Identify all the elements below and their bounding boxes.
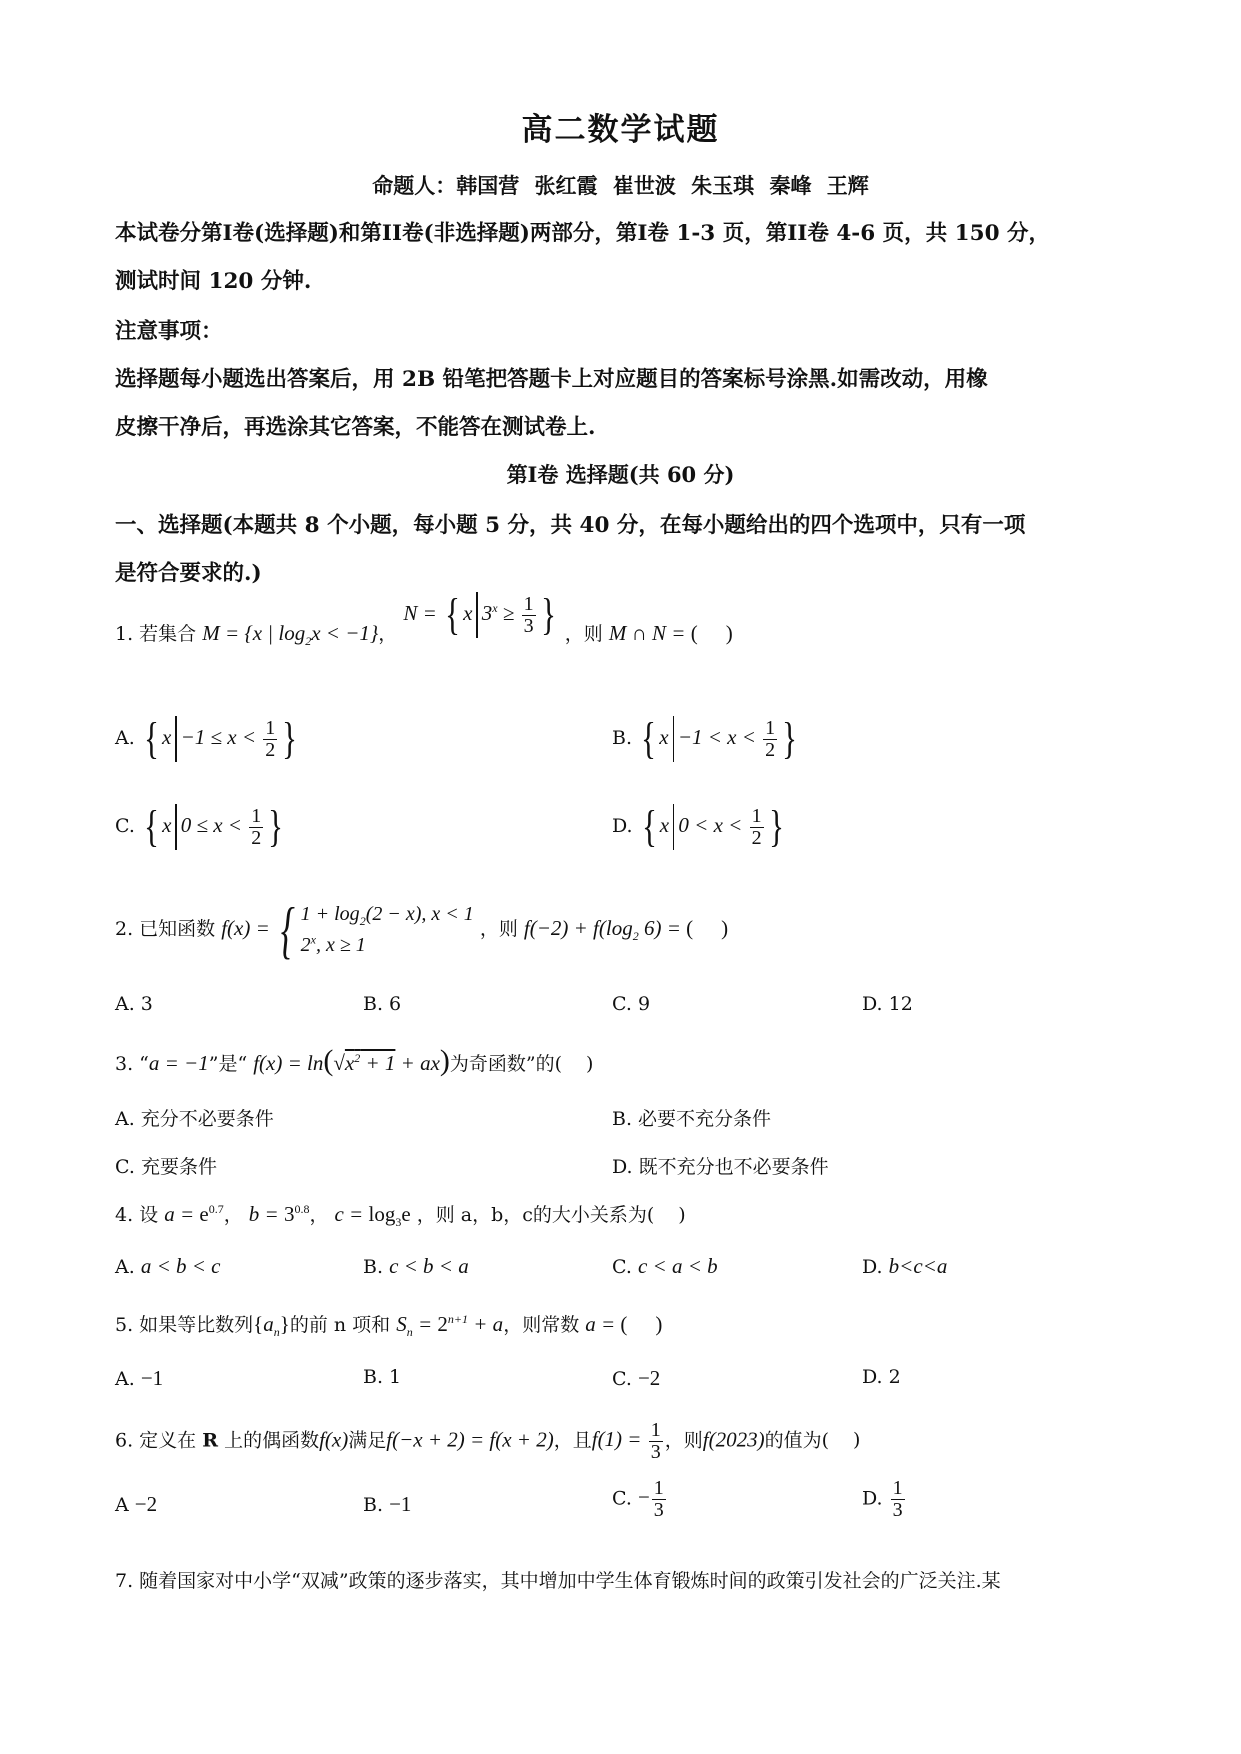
q5-option-a	[115, 1366, 163, 1391]
question-4: 4. 设 $a = e^{0.7}$， $b = 3^{0.8}$， $c = \log_3e$ ，则 a，b，c的大小关系为( )	[115, 1202, 686, 1230]
q5-expr: a = ()	[585, 1312, 663, 1336]
q1-option-d-label: D.	[612, 814, 633, 837]
q1-option-b	[612, 716, 800, 762]
q5-option-c-label: C.	[612, 1368, 632, 1390]
q1-option-c-label: C.	[115, 814, 135, 837]
q6-prefix: 6. 定义在	[115, 1429, 197, 1452]
q4-option-a-label: A.	[115, 1256, 135, 1278]
q6-fx: f(x)	[319, 1427, 349, 1452]
q1-set-n: N = { x $3^x$ ≥ $\frac{1}{3}$ }	[403, 590, 556, 639]
q1-option-c	[115, 804, 286, 850]
q1-option-b-math: { x −1 < x < $\frac{1}{2}$ }	[641, 714, 798, 763]
question-2	[115, 894, 729, 965]
q6-option-a	[115, 1492, 157, 1517]
q5-option-a-label: A.	[115, 1368, 135, 1390]
question-7: 7. 随着国家对中小学“双减”政策的逐步落实，其中增加中学生体育锻炼时间的政策引发社会的广泛关注.某	[115, 1570, 1001, 1592]
authors-line: 命题人：韩国营 张红霞 崔世波 朱玉琪 秦峰 王辉	[372, 173, 869, 198]
notice-line-2: 皮擦干净后，再选涂其它答案，不能答在测试卷上.	[115, 415, 596, 440]
q3-function: $f(x) = \ln(√x^2 + 1 + ax)$	[253, 1044, 450, 1077]
q4-tail: ，则 a，b，c的大小关系为(	[416, 1204, 655, 1226]
q6-option-c-label: C.	[612, 1487, 632, 1510]
intro-line-2: 测试时间 120 分钟.	[115, 269, 312, 294]
q6-option-c-math: − $\frac{1}{3}$	[637, 1477, 664, 1521]
part1-line-2: 是符合要求的.)	[115, 561, 262, 586]
q2-option-a: A. 3	[115, 993, 153, 1015]
q6-option-c	[612, 1478, 668, 1521]
q3-option-c: C. 充要条件	[115, 1156, 217, 1178]
q6-option-d	[862, 1478, 907, 1521]
q5-option-d: D. 2	[862, 1366, 901, 1388]
q3-end: 为奇函数”的(	[449, 1053, 563, 1075]
q6-option-a-label: A	[115, 1494, 129, 1516]
q5-option-a-math: −1	[140, 1366, 164, 1390]
q3-option-a: A. 充分不必要条件	[115, 1108, 274, 1130]
question-1: 1. 若集合 M = {x | $\log_2x < -1$}， N = { x $3^x$ ≥ $\frac{1}{3}$ } ，则 M ∩ N = ()	[115, 590, 733, 648]
q4-c: $c = \log_3e$	[334, 1202, 411, 1230]
q5-tail: ，则常数	[503, 1314, 580, 1336]
q6-mid4: ，则	[664, 1429, 703, 1452]
q6-option-b	[363, 1492, 411, 1517]
q4-option-b-math: c < b < a	[389, 1254, 469, 1278]
q1-option-a-label: A.	[115, 726, 135, 749]
q3-option-d: D. 既不充分也不必要条件	[612, 1156, 829, 1178]
q5-sequence: $\{a_n\}$	[253, 1312, 290, 1340]
q4-option-c-label: C.	[612, 1256, 632, 1278]
q1-option-c-math: { x 0 ≤ x < $\frac{1}{2}$ }	[144, 802, 284, 851]
q1-expr: M ∩ N = ()	[608, 620, 733, 645]
q6-option-d-math: $\frac{1}{3}$	[892, 1477, 903, 1521]
q3-option-b: B. 必要不充分条件	[612, 1108, 772, 1130]
notice-line-1: 选择题每小题选出答案后，用 2B 铅笔把答题卡上对应题目的答案标号涂黑.如需改动，用橡	[115, 367, 988, 392]
part1-line-1: 一、选择题(本题共 8 个小题，每小题 5 分，共 40 分，在每小题给出的四个选项中，只有一项	[115, 513, 1026, 538]
q6-option-b-math: −1	[389, 1492, 412, 1516]
q6-option-d-label: D.	[862, 1487, 883, 1510]
q1-option-b-label: B.	[612, 726, 633, 749]
q1-prefix: 1. 若集合	[115, 622, 197, 645]
question-6: 6. 定义在 R 上的偶函数f(x)满足f(−x + 2) = f(x + 2)，且f(1) = $\frac{1}{3}$ ，则f(2023)的值为( )	[115, 1419, 861, 1463]
q2-tail: ，则	[479, 917, 518, 940]
q4-option-a-math: a < b < c	[140, 1254, 221, 1278]
q2-function: f(x) = { $1 + \log_2(2 - x)$, x < 1 2$^x$, x ≥ 1	[221, 894, 474, 965]
q5-mid: 的前 n 项和	[289, 1314, 391, 1336]
q3-mid: ”是“	[208, 1053, 248, 1075]
q6-option-a-math: −2	[134, 1492, 158, 1516]
exam-title: 高二数学试题	[521, 112, 720, 148]
q3-condition: a = −1	[148, 1051, 209, 1075]
q4-option-b-label: B.	[363, 1256, 384, 1278]
q6-end: 的值为(	[764, 1429, 829, 1452]
q1-option-a	[115, 716, 300, 762]
q6-option-b-label: B.	[363, 1494, 384, 1516]
q2-option-b: B. 6	[363, 993, 402, 1015]
q6-real-set: R	[202, 1429, 219, 1452]
q6-mid3: ，且	[553, 1429, 592, 1452]
q5-sum: $S_n = 2^{n+1} + a$	[396, 1312, 504, 1340]
q2-option-d: D. 12	[862, 993, 913, 1015]
q6-f2023: f(2023)	[702, 1427, 765, 1452]
q6-f1: f(1) = $\frac{1}{3}$	[591, 1419, 661, 1463]
question-3: 3. “a = −1”是“ $f(x) = \ln(√x^2 + 1 + ax)$为奇函数”的( )	[115, 1044, 594, 1077]
q5-option-b: B. 1	[363, 1366, 402, 1388]
q1-set-m: M = {x | $\log_2x < -1$}	[202, 620, 379, 648]
q2-prefix: 2. 已知函数	[115, 917, 216, 940]
q1-option-a-math: { x −1 ≤ x < $\frac{1}{2}$ }	[143, 714, 298, 763]
intro-line-1: 本试卷分第I卷(选择题)和第II卷(非选择题)两部分，第I卷 1-3 页，第II卷 4-6 页，共 150 分，	[115, 221, 1051, 246]
q6-mid: 上的偶函数	[224, 1429, 320, 1452]
q4-option-c	[612, 1254, 718, 1279]
q1-option-d	[612, 804, 787, 850]
q1-option-d-math: { x 0 < x < $\frac{1}{2}$ }	[641, 802, 784, 851]
q4-option-d-math: b<c<a	[888, 1254, 948, 1278]
section-title: 第I卷 选择题(共 60 分)	[506, 462, 735, 487]
q4-a: $a = e^{0.7}$	[164, 1202, 224, 1226]
q4-option-a	[115, 1254, 220, 1279]
q5-option-c-math: −2	[637, 1366, 661, 1390]
q4-option-d-label: D.	[862, 1256, 883, 1278]
q3-prefix: 3. “	[115, 1053, 149, 1075]
q1-tail: ，则	[564, 622, 603, 645]
question-5	[115, 1310, 662, 1340]
q4-option-c-math: c < a < b	[637, 1254, 718, 1278]
q4-prefix: 4. 设	[115, 1204, 159, 1226]
q2-option-c: C. 9	[612, 993, 651, 1015]
q5-option-c	[612, 1366, 660, 1391]
q6-mid2: 满足	[348, 1429, 387, 1452]
q4-b: $b = 3^{0.8}$	[248, 1202, 310, 1226]
q4-option-b	[363, 1254, 469, 1279]
q6-symmetry: f(−x + 2) = f(x + 2)	[386, 1427, 554, 1452]
q4-option-d	[862, 1254, 947, 1279]
q2-expr: $f(-2) + f(\log_2$ 6) = ()	[523, 915, 729, 943]
q5-prefix: 5. 如果等比数列	[115, 1314, 254, 1336]
notice-heading: 注意事项：	[115, 319, 223, 344]
